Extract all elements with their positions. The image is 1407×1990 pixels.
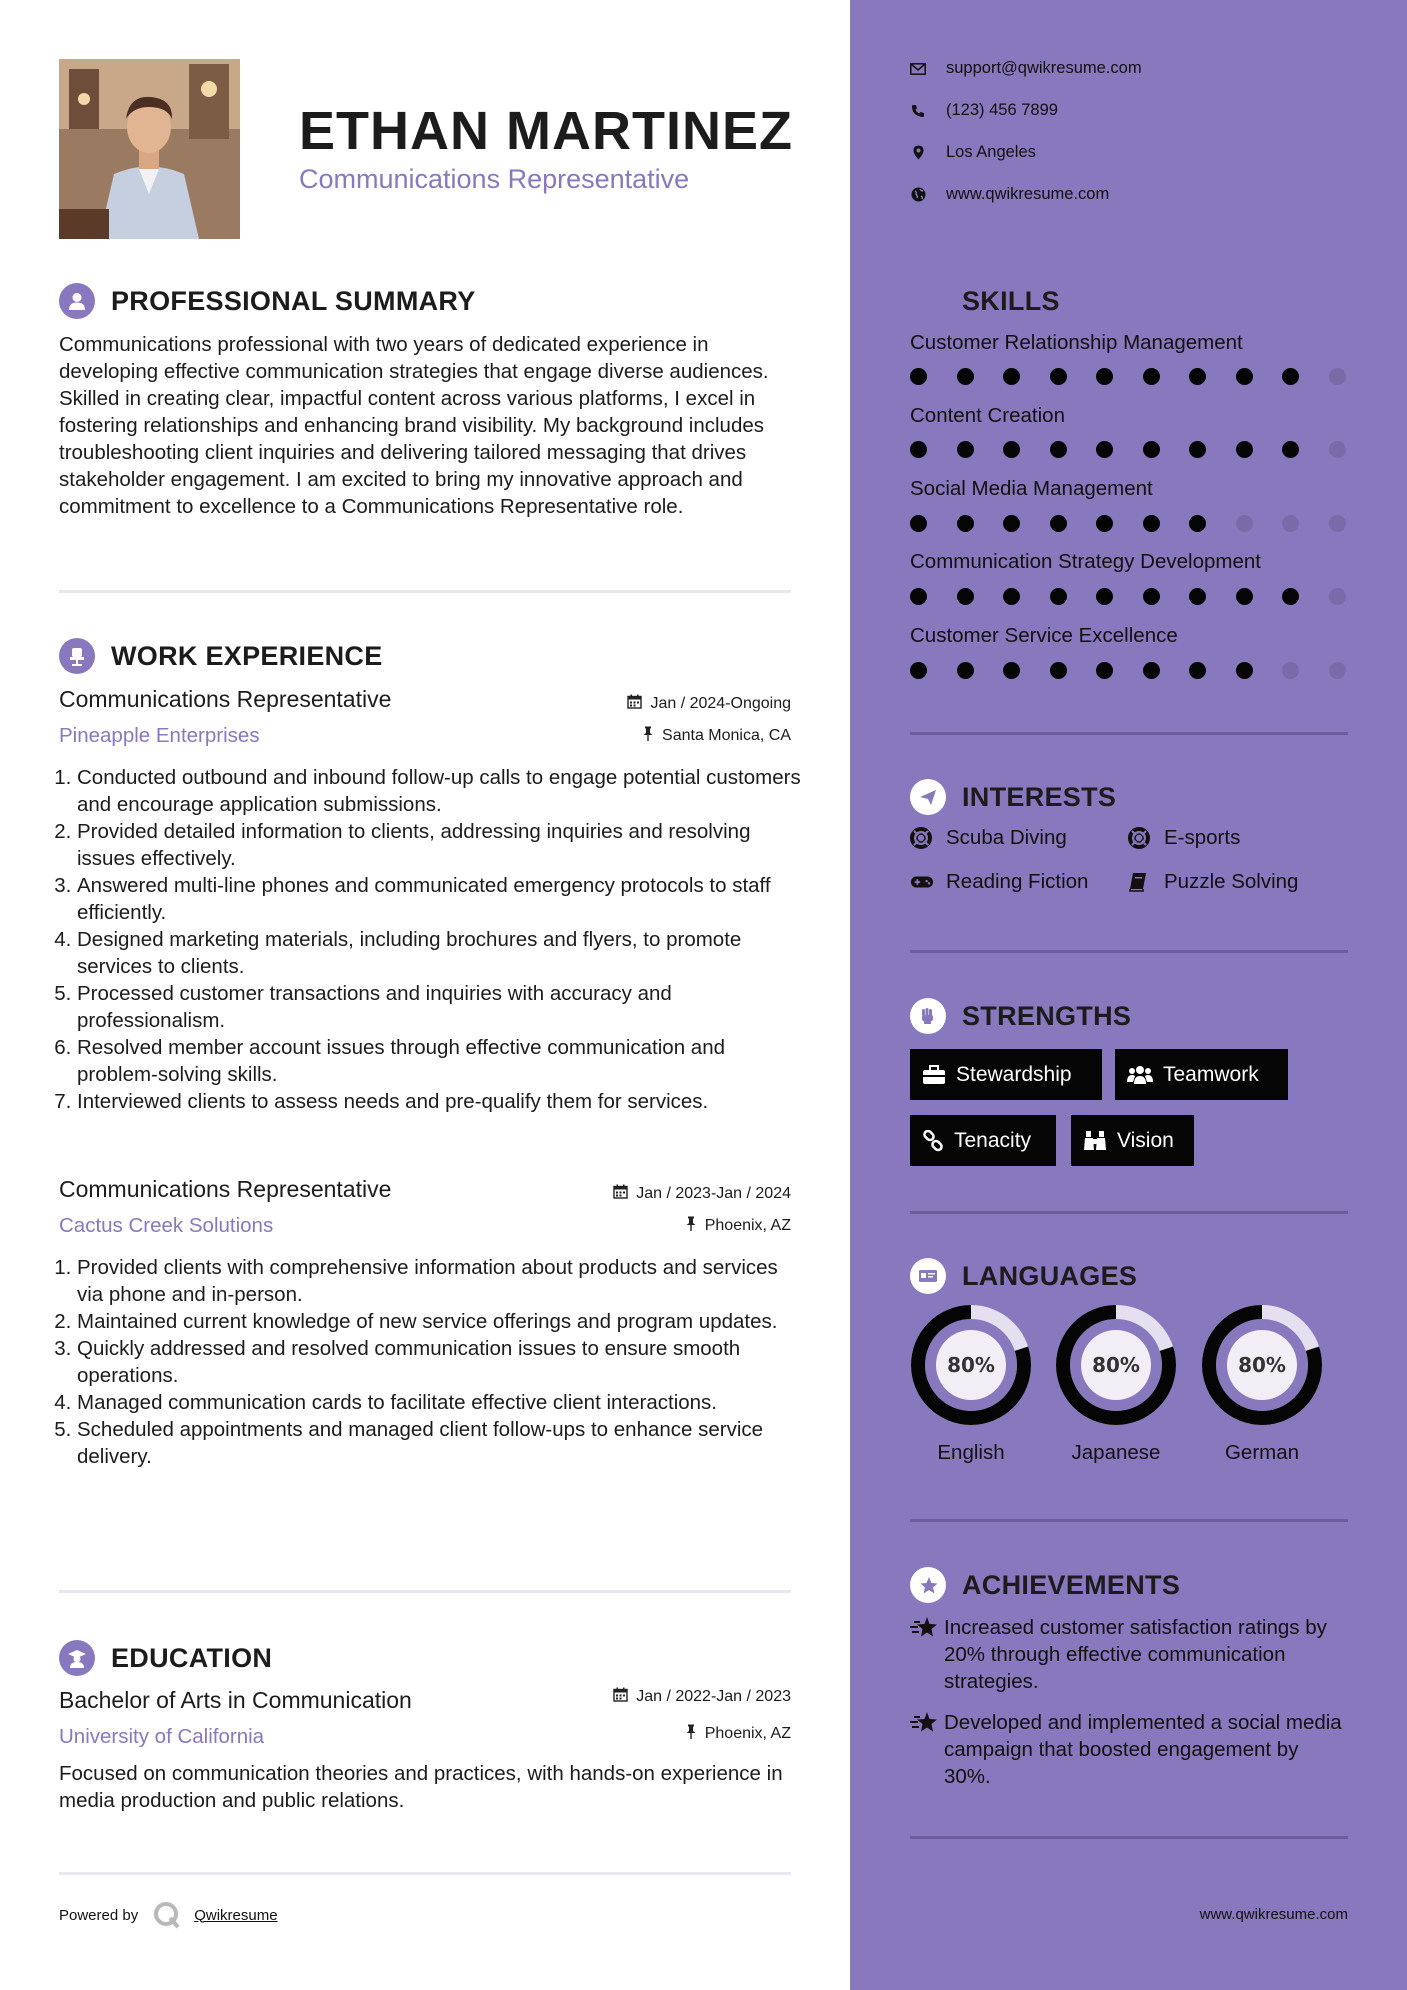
- list-item: 7. Interviewed clients to assess needs and pre-qualify them for services.: [77, 1088, 803, 1115]
- job-location: [685, 1216, 791, 1236]
- rating-dot-filled: [1143, 441, 1160, 458]
- achievements-section-header: [910, 1567, 1180, 1603]
- rating-dot-filled: [1003, 515, 1020, 532]
- skill-rating: [910, 368, 1375, 385]
- rating-dot-empty: [1236, 515, 1253, 532]
- rating-dot-filled: [1143, 515, 1160, 532]
- rating-dot-filled: [1189, 515, 1206, 532]
- pin-icon: [642, 726, 654, 746]
- interest-item: [910, 826, 1067, 850]
- skills-section-header: [910, 283, 1060, 319]
- list-item: 1. Conducted outbound and inbound follow-up calls to engage potential customers and encourage application submissions.: [77, 764, 803, 818]
- contact-website[interactable]: [910, 185, 1109, 204]
- interests-title: INTERESTS: [962, 781, 1117, 812]
- rating-dot-filled: [1096, 662, 1113, 679]
- summary-section-header: [59, 283, 476, 319]
- interest-item: [1128, 826, 1240, 850]
- calendar-icon: [627, 694, 642, 714]
- list-item: 5. Processed customer transactions and inquiries with accuracy and professionalism.: [77, 980, 803, 1034]
- shooting-star-icon: [910, 1711, 944, 1790]
- candidate-name: ETHAN MARTINEZ: [299, 101, 793, 161]
- strength-tag: [910, 1049, 1102, 1100]
- education-section-header: [59, 1640, 272, 1676]
- skill-rating: [910, 662, 1375, 679]
- languages-section-header: [910, 1258, 1137, 1294]
- rating-dot-filled: [910, 441, 927, 458]
- rating-dot-empty: [1329, 368, 1346, 385]
- phone-icon: [910, 104, 926, 118]
- list-item: 4. Managed communication cards to facilitate effective client interactions.: [77, 1389, 803, 1416]
- list-item: 3. Quickly addressed and resolved communication issues to ensure smooth operations.: [77, 1335, 803, 1389]
- company-name: Pineapple Enterprises: [59, 724, 260, 747]
- qwikresume-logo-icon: [152, 1900, 182, 1930]
- job-bullets: [59, 764, 803, 1115]
- rating-dot-filled: [957, 441, 974, 458]
- education-dates-text: Jan / 2022-Jan / 2023: [636, 1688, 791, 1705]
- list-item: 3. Answered multi-line phones and communicated emergency protocols to staff efficiently.: [77, 872, 803, 926]
- divider: [910, 1519, 1348, 1522]
- education-location: [685, 1724, 791, 1744]
- contact-email[interactable]: [910, 59, 1142, 78]
- rating-dot-filled: [1143, 662, 1160, 679]
- strength-tag: [1115, 1049, 1288, 1100]
- achievement-item: [910, 1614, 1350, 1695]
- summary-text: Communications professional with two years of dedicated experience in developing effective communication strategies that engage diverse audiences. Skilled in creating clear, impactful content across various platforms, I excel in fostering relationships and enhancing brand visibility. My background includes troubleshooting client inquiries and delivering tailored messaging that drives stakeholder engagement. I am excited to bring my innovative approach and commitment to excellence to a Communications Representative role.: [59, 333, 769, 518]
- skill-name: Social Media Management: [910, 477, 1153, 500]
- divider: [910, 950, 1348, 953]
- interests-section-header: [910, 779, 1116, 815]
- rating-dot-filled: [1189, 588, 1206, 605]
- qwikresume-link[interactable]: Qwikresume: [194, 1906, 278, 1924]
- job-location-text: Phoenix, AZ: [704, 1217, 791, 1234]
- rating-dot-filled: [1236, 368, 1253, 385]
- language-ring: [910, 1304, 1032, 1426]
- experience-title: WORK EXPERIENCE: [111, 640, 383, 671]
- achievement-item: [910, 1709, 1350, 1790]
- interest-label: Scuba Diving: [946, 826, 1067, 849]
- rating-dot-filled: [1236, 441, 1253, 458]
- skill-rating: [910, 588, 1375, 605]
- skill-name: Communication Strategy Development: [910, 550, 1261, 573]
- divider: [59, 590, 791, 593]
- strength-tag: [1071, 1115, 1194, 1166]
- rating-dot-filled: [1189, 441, 1206, 458]
- rating-dot-filled: [910, 368, 927, 385]
- website-text: www.qwikresume.com: [946, 185, 1110, 203]
- chair-icon: [59, 638, 95, 674]
- skill-name: Customer Relationship Management: [910, 331, 1243, 354]
- education-location-text: Phoenix, AZ: [704, 1725, 791, 1742]
- globe-icon: [910, 187, 926, 202]
- rating-dot-empty: [1329, 441, 1346, 458]
- skill-rating: [910, 515, 1375, 532]
- footer-branding: [59, 1900, 278, 1930]
- rating-dot-filled: [1003, 662, 1020, 679]
- graduate-icon: [59, 1640, 95, 1676]
- achievement-text: Increased customer satisfaction ratings by 20% through effective communication strategies.: [944, 1616, 1327, 1693]
- experience-section-header: [59, 638, 383, 674]
- job-dates-text: Jan / 2024-Ongoing: [650, 695, 791, 712]
- language-percent: 80%: [1238, 1353, 1286, 1377]
- rating-dot-filled: [1003, 588, 1020, 605]
- rating-dot-filled: [1003, 441, 1020, 458]
- map-marker-icon: [910, 145, 926, 160]
- list-item: 5. Scheduled appointments and managed client follow-ups to enhance service delivery.: [77, 1416, 803, 1470]
- achievement-text: Developed and implemented a social media campaign that boosted engagement by 30%.: [944, 1711, 1342, 1788]
- envelope-icon: [910, 63, 926, 75]
- rating-dot-filled: [1096, 441, 1113, 458]
- lightbulb-icon: [910, 283, 946, 319]
- job-dates: [627, 694, 791, 714]
- strength-label: Tenacity: [954, 1128, 1032, 1152]
- rating-dot-filled: [1096, 588, 1113, 605]
- id-card-icon: [910, 1258, 946, 1294]
- rating-dot-filled: [1282, 588, 1299, 605]
- skill-name: Content Creation: [910, 404, 1065, 427]
- language-name: Japanese: [1071, 1441, 1161, 1464]
- school-name: University of California: [59, 1725, 265, 1748]
- company-name: Cactus Creek Solutions: [59, 1214, 274, 1237]
- life-ring-icon: [1128, 827, 1152, 849]
- email-text: support@qwikresume.com: [946, 59, 1142, 77]
- pin-icon: [685, 1724, 697, 1744]
- rating-dot-filled: [1096, 368, 1113, 385]
- powered-by-text: Powered by: [59, 1906, 139, 1924]
- divider: [910, 732, 1348, 735]
- link-icon: [922, 1130, 944, 1152]
- interest-item: [1128, 870, 1298, 894]
- rating-dot-filled: [1050, 662, 1067, 679]
- rating-dot-filled: [1189, 368, 1206, 385]
- rating-dot-filled: [1096, 515, 1113, 532]
- list-item: 4. Designed marketing materials, including brochures and flyers, to promote services to clients.: [77, 926, 803, 980]
- gamepad-icon: [910, 874, 934, 890]
- strength-label: Teamwork: [1163, 1062, 1259, 1086]
- binoculars-icon: [1083, 1130, 1107, 1152]
- achievements-title: ACHIEVEMENTS: [962, 1569, 1181, 1600]
- strengths-section-header: [910, 998, 1131, 1034]
- rating-dot-empty: [1282, 515, 1299, 532]
- job-location-text: Santa Monica, CA: [662, 727, 791, 744]
- rating-dot-filled: [1282, 368, 1299, 385]
- book-icon: [1128, 872, 1152, 892]
- rating-dot-filled: [957, 662, 974, 679]
- education-description: Focused on communication theories and practices, with hands-on experience in media production and public relations.: [59, 1762, 783, 1812]
- contact-location: [910, 143, 1036, 162]
- language-name: German: [1224, 1441, 1300, 1464]
- job-bullets: [59, 1254, 803, 1470]
- degree-title: Bachelor of Arts in Communication: [59, 1687, 412, 1713]
- list-item: 2. Provided detailed information to clients, addressing inquiries and resolving issues effectively.: [77, 818, 803, 872]
- strength-label: Stewardship: [956, 1062, 1072, 1086]
- rating-dot-empty: [1329, 515, 1346, 532]
- language-percent: 80%: [1092, 1353, 1140, 1377]
- list-item: 6. Resolved member account issues through effective communication and problem-solving skills.: [77, 1034, 803, 1088]
- rating-dot-filled: [957, 368, 974, 385]
- language-name: English: [937, 1441, 1005, 1464]
- rating-dot-filled: [910, 662, 927, 679]
- footer-website[interactable]: www.qwikresume.com: [1199, 1906, 1348, 1923]
- interest-label: Puzzle Solving: [1164, 870, 1299, 893]
- contact-phone[interactable]: [910, 101, 1058, 120]
- life-ring-icon: [910, 827, 934, 849]
- rating-dot-filled: [910, 515, 927, 532]
- rating-dot-empty: [1282, 662, 1299, 679]
- language-ring: [1201, 1304, 1323, 1426]
- strength-tag: [910, 1115, 1056, 1166]
- rating-dot-filled: [1050, 515, 1067, 532]
- list-item: 2. Maintained current knowledge of new service offerings and program updates.: [77, 1308, 803, 1335]
- interest-label: Reading Fiction: [946, 870, 1089, 893]
- rating-dot-filled: [1003, 368, 1020, 385]
- divider: [910, 1211, 1348, 1214]
- divider: [59, 1590, 791, 1593]
- shooting-star-icon: [910, 1616, 944, 1695]
- rating-dot-filled: [1189, 662, 1206, 679]
- paper-plane-icon: [910, 779, 946, 815]
- strength-label: Vision: [1117, 1128, 1174, 1152]
- rating-dot-filled: [957, 588, 974, 605]
- rating-dot-filled: [1050, 368, 1067, 385]
- skill-rating: [910, 441, 1375, 458]
- summary-title: PROFESSIONAL SUMMARY: [111, 285, 476, 316]
- strengths-title: STRENGTHS: [962, 1000, 1132, 1031]
- briefcase-icon: [922, 1065, 946, 1085]
- interest-item: [910, 870, 1088, 894]
- rating-dot-filled: [1050, 441, 1067, 458]
- profile-photo: [59, 59, 240, 239]
- languages-title: LANGUAGES: [962, 1260, 1138, 1291]
- language-ring: [1055, 1304, 1177, 1426]
- rating-dot-filled: [910, 588, 927, 605]
- rating-dot-filled: [1143, 588, 1160, 605]
- pin-icon: [685, 1216, 697, 1236]
- skill-name: Customer Service Excellence: [910, 624, 1178, 647]
- rating-dot-filled: [1050, 588, 1067, 605]
- rating-dot-filled: [957, 515, 974, 532]
- calendar-icon: [613, 1687, 628, 1707]
- list-item: 1. Provided clients with comprehensive information about products and services via phone and in-person.: [77, 1254, 803, 1308]
- location-text: Los Angeles: [946, 143, 1036, 161]
- candidate-role: Communications Representative: [299, 164, 690, 194]
- fist-icon: [910, 998, 946, 1034]
- education-dates: [613, 1687, 791, 1707]
- users-icon: [1127, 1065, 1153, 1085]
- calendar-icon: [613, 1184, 628, 1204]
- job-dates-text: Jan / 2023-Jan / 2024: [636, 1185, 791, 1202]
- divider: [910, 1836, 1348, 1839]
- phone-text: (123) 456 7899: [946, 101, 1058, 119]
- job-title: Communications Representative: [59, 1176, 392, 1202]
- rating-dot-filled: [1143, 368, 1160, 385]
- divider: [59, 1872, 791, 1875]
- rating-dot-filled: [1236, 662, 1253, 679]
- rating-dot-filled: [1236, 588, 1253, 605]
- education-title: EDUCATION: [111, 1642, 273, 1673]
- job-title: Communications Representative: [59, 686, 392, 712]
- user-icon: [59, 283, 95, 319]
- rating-dot-empty: [1329, 662, 1346, 679]
- job-location: [642, 726, 791, 746]
- language-percent: 80%: [947, 1353, 995, 1377]
- star-icon: [910, 1567, 946, 1603]
- avatar: [59, 59, 240, 239]
- rating-dot-filled: [1282, 441, 1299, 458]
- interest-label: E-sports: [1164, 826, 1241, 849]
- job-dates: [613, 1184, 791, 1204]
- rating-dot-empty: [1329, 588, 1346, 605]
- skills-title: SKILLS: [962, 285, 1060, 316]
